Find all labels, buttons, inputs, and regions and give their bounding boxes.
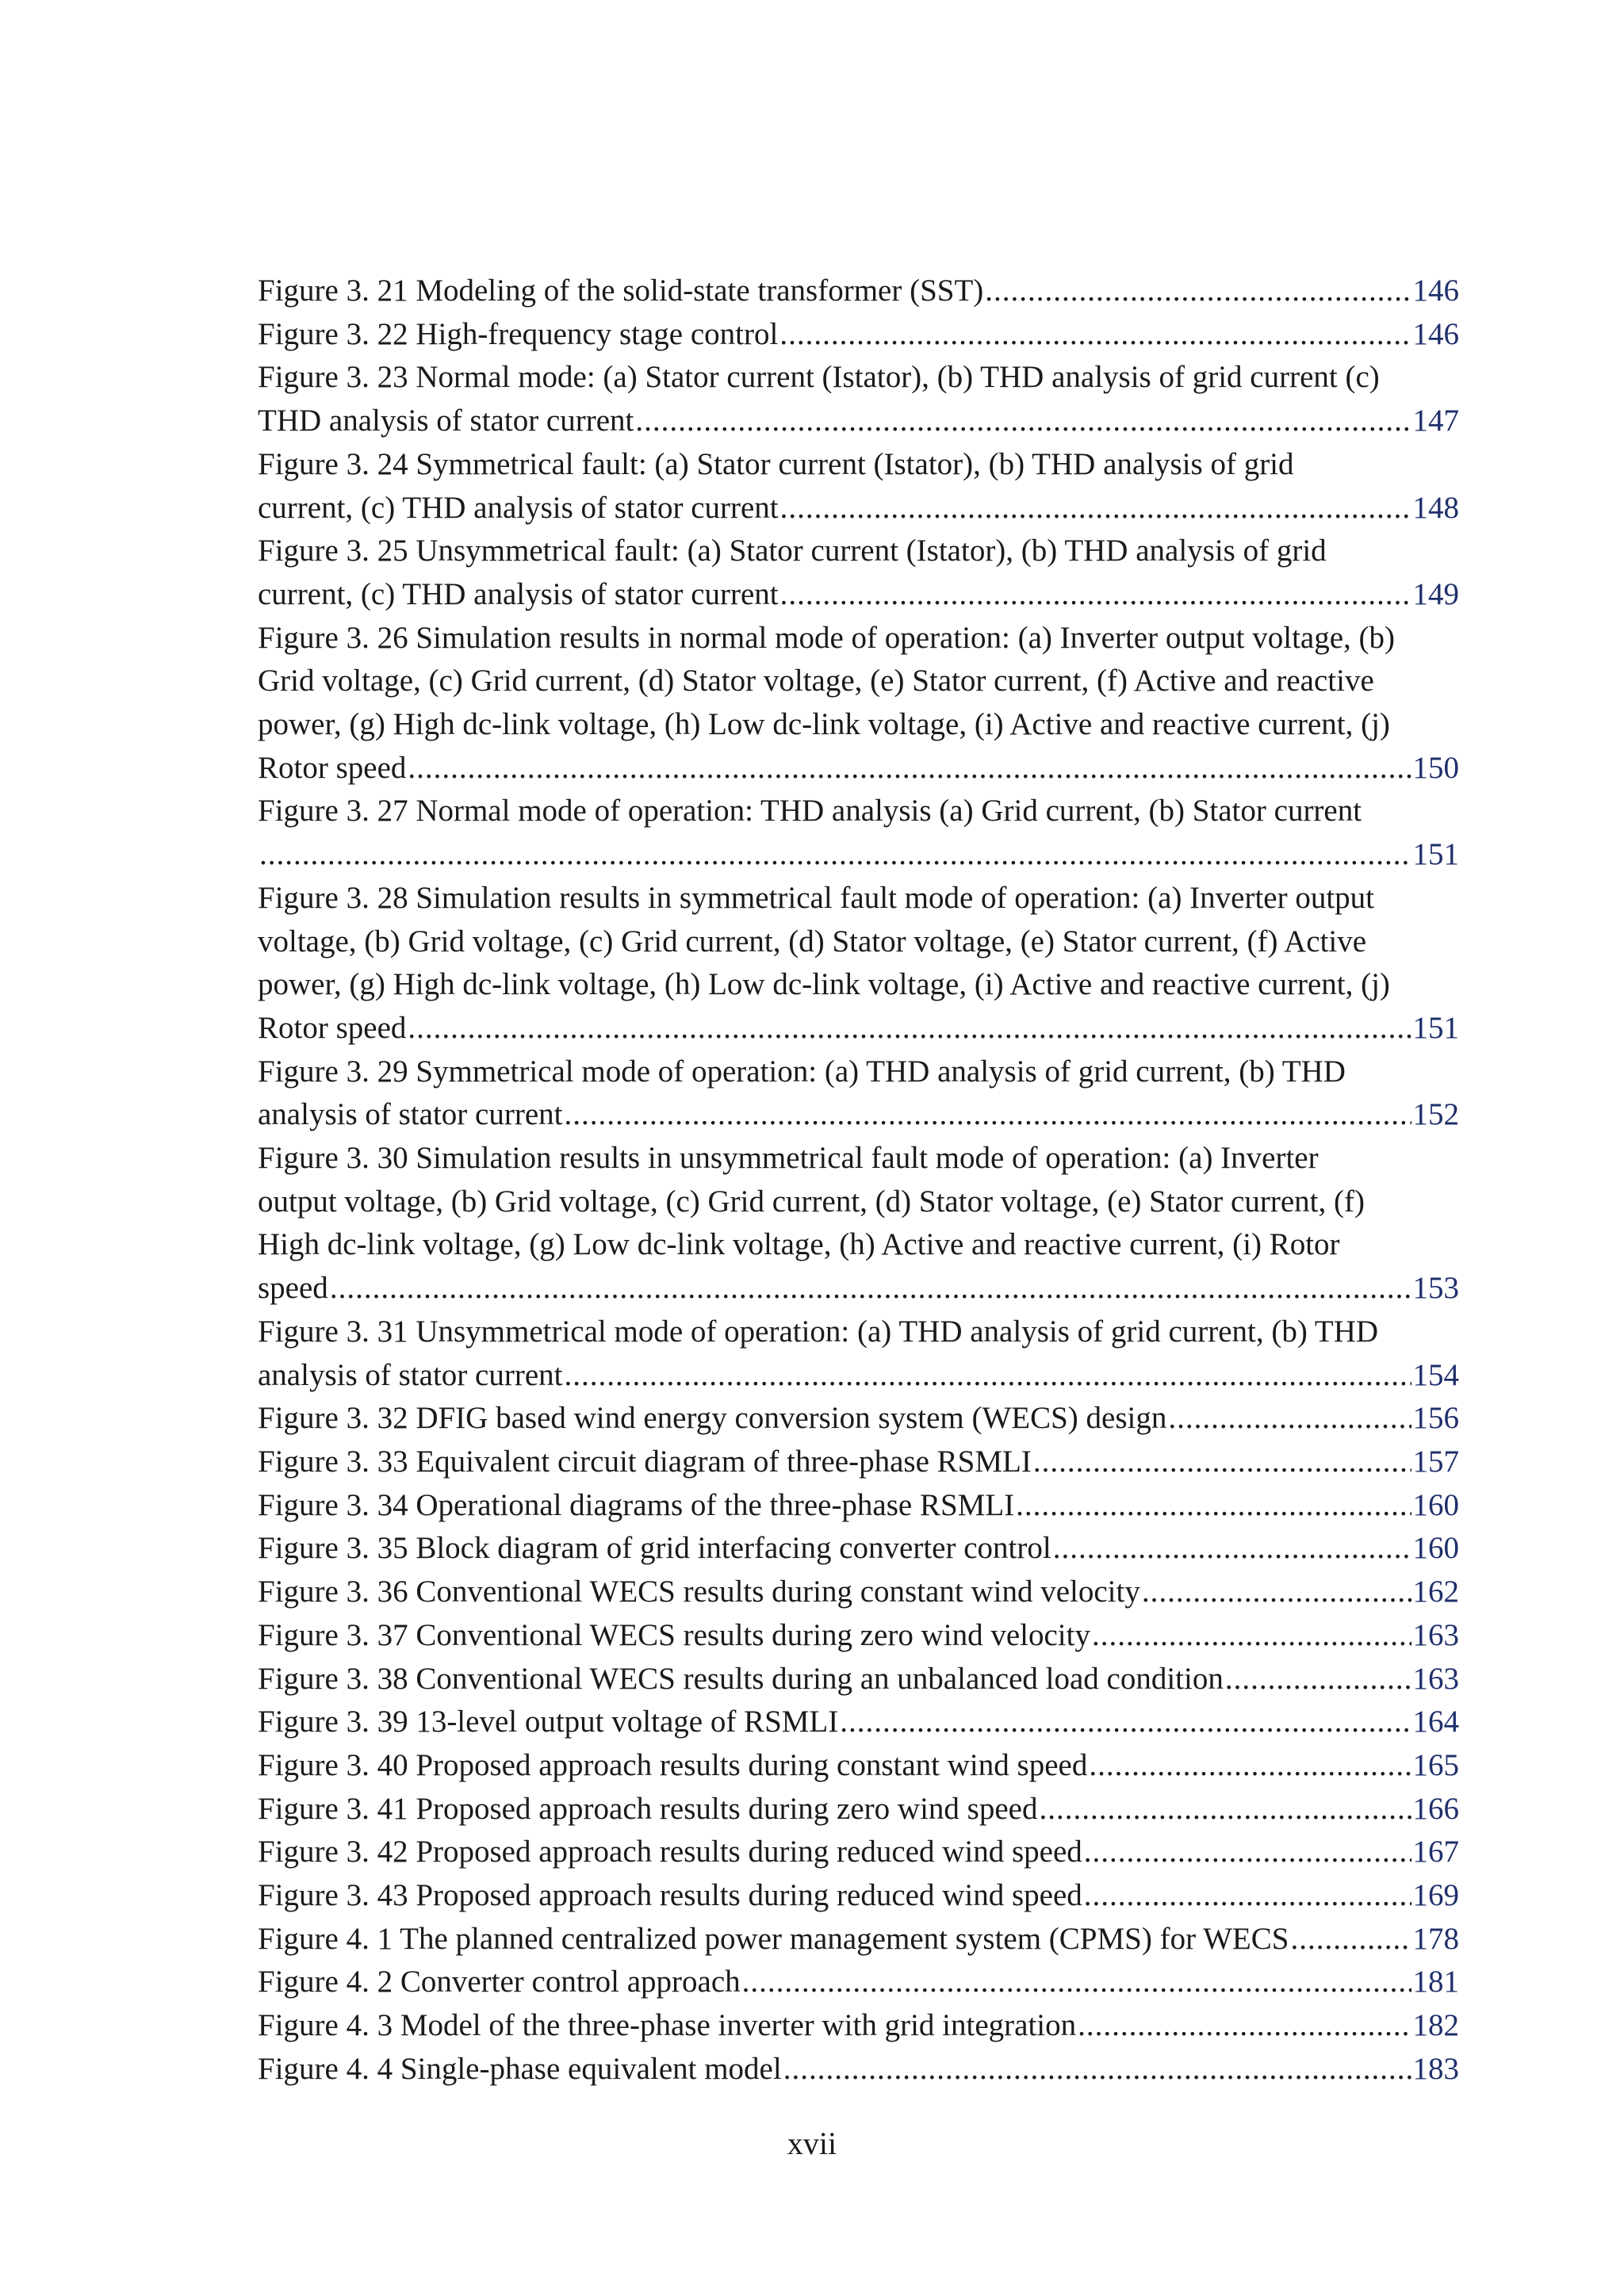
dot-leader (1092, 1614, 1411, 1658)
dot-leader (1089, 1744, 1411, 1788)
toc-entry-text: Figure 4. 3 Model of the three-phase inverter with grid integration (258, 2008, 1077, 2043)
toc-page-link[interactable]: 160 (1412, 1487, 1459, 1522)
dot-leader (780, 487, 1411, 530)
dot-leader (635, 400, 1411, 443)
toc-page-link[interactable]: 160 (1412, 1531, 1459, 1566)
toc-entry-text: Rotor speed (258, 750, 407, 785)
dot-leader (564, 1093, 1411, 1137)
toc-entry-text: Figure 4. 4 Single-phase equivalent model (258, 2051, 782, 2086)
toc-page-link[interactable]: 163 (1412, 1617, 1459, 1652)
dot-leader (1142, 1571, 1411, 1614)
toc-entry-text: current, (c) THD analysis of stator current (258, 576, 779, 611)
toc-page-link[interactable]: 178 (1412, 1921, 1459, 1956)
toc-entry[interactable] (258, 2004, 1459, 2048)
list-of-figures (258, 270, 1459, 2091)
toc-entry[interactable] (258, 1311, 1459, 1397)
dot-leader (779, 313, 1411, 357)
toc-entry-text: power, (g) High dc-link voltage, (h) Low dc-link voltage, (i) Active and reactive current, (j) (258, 967, 1390, 1002)
toc-entry[interactable] (258, 1614, 1459, 1658)
dot-leader (1033, 1441, 1411, 1484)
dot-leader (1016, 1484, 1411, 1528)
dot-leader (408, 1007, 1411, 1050)
page-number: xvii (787, 2126, 837, 2161)
dot-leader (1078, 2004, 1411, 2048)
toc-entry-text: Figure 3. 23 Normal mode: (a) Stator current (Istator), (b) THD analysis of grid current (c) (258, 360, 1380, 395)
toc-entry[interactable] (258, 270, 1459, 313)
dot-leader (1084, 1874, 1411, 1918)
dot-leader (259, 833, 1411, 877)
toc-page-link[interactable]: 147 (1412, 404, 1459, 438)
dot-leader (564, 1354, 1411, 1398)
toc-entry[interactable] (258, 443, 1459, 530)
toc-page-link[interactable]: 169 (1412, 1878, 1459, 1913)
toc-entry-text: Figure 3. 25 Unsymmetrical fault: (a) Stator current (Istator), (b) THD analysis of grid (258, 534, 1327, 568)
toc-entry-text: Figure 3. 34 Operational diagrams of the three-phase RSMLI (258, 1487, 1015, 1522)
toc-entry-text: Figure 3. 29 Symmetrical mode of operation: (a) THD analysis of grid current, (b) THD (258, 1054, 1346, 1089)
toc-entry-text: power, (g) High dc-link voltage, (h) Low dc-link voltage, (i) Active and reactive current, (j) (258, 707, 1390, 742)
toc-entry[interactable] (258, 2048, 1459, 2091)
toc-entry[interactable] (258, 1397, 1459, 1441)
toc-entry-text: High dc-link voltage, (g) Low dc-link voltage, (h) Active and reactive current, (i) Rotor (258, 1227, 1340, 1262)
toc-page-link[interactable]: 162 (1412, 1575, 1459, 1609)
toc-entry-text: Figure 3. 38 Conventional WECS results during an unbalanced load condition (258, 1661, 1224, 1696)
dot-leader (1168, 1397, 1411, 1441)
toc-entry[interactable] (258, 1441, 1459, 1484)
toc-entry[interactable] (258, 617, 1459, 790)
dot-leader (1225, 1658, 1411, 1701)
toc-page-link[interactable]: 148 (1412, 490, 1459, 525)
toc-entry-text: output voltage, (b) Grid voltage, (c) Grid current, (d) Stator voltage, (e) Stator current, (f) (258, 1184, 1365, 1219)
toc-page-link[interactable]: 183 (1412, 2051, 1459, 2086)
toc-entry[interactable] (258, 1137, 1459, 1311)
dot-leader (330, 1267, 1411, 1311)
toc-page-link[interactable]: 156 (1412, 1401, 1459, 1436)
toc-entry[interactable] (258, 1874, 1459, 1918)
toc-page-link[interactable]: 166 (1412, 1791, 1459, 1826)
toc-entry-text: Figure 3. 27 Normal mode of operation: THD analysis (a) Grid current, (b) Stator current (258, 794, 1362, 828)
toc-page-link[interactable]: 151 (1412, 1010, 1459, 1045)
toc-page-link[interactable]: 149 (1412, 576, 1459, 611)
toc-entry-text: analysis of stator current (258, 1097, 563, 1132)
toc-entry-text: Figure 3. 36 Conventional WECS results during constant wind velocity (258, 1575, 1140, 1609)
toc-page-link[interactable]: 181 (1412, 1965, 1459, 1999)
toc-entry-text: current, (c) THD analysis of stator current (258, 490, 779, 525)
toc-entry-text: Figure 3. 39 13-level output voltage of RSMLI (258, 1705, 839, 1739)
toc-page-link[interactable]: 165 (1412, 1747, 1459, 1782)
toc-entry-text: Figure 3. 24 Symmetrical fault: (a) Stator current (Istator), (b) THD analysis of grid (258, 446, 1294, 481)
dot-leader (840, 1701, 1411, 1744)
toc-entry-text: voltage, (b) Grid voltage, (c) Grid current, (d) Stator voltage, (e) Stator current, (f) Active (258, 924, 1367, 959)
toc-page-link[interactable]: 154 (1412, 1357, 1459, 1392)
toc-entry-text: Figure 3. 41 Proposed approach results during zero wind speed (258, 1791, 1038, 1826)
toc-entry[interactable] (258, 1484, 1459, 1528)
toc-entry[interactable] (258, 1701, 1459, 1744)
toc-page-link[interactable]: 151 (1412, 837, 1459, 872)
dot-leader (1290, 1918, 1411, 1961)
toc-page-link[interactable]: 153 (1412, 1271, 1459, 1306)
toc-entry-text: Figure 3. 42 Proposed approach results during reduced wind speed (258, 1835, 1082, 1869)
toc-entry-text: speed (258, 1271, 328, 1306)
toc-entry[interactable] (258, 313, 1459, 357)
toc-page-link[interactable]: 150 (1412, 750, 1459, 785)
toc-entry[interactable] (258, 1527, 1459, 1571)
toc-entry[interactable] (258, 1050, 1459, 1137)
toc-page-link[interactable]: 157 (1412, 1444, 1459, 1479)
toc-entry[interactable] (258, 1918, 1459, 1961)
dot-leader (1053, 1527, 1411, 1571)
dot-leader (742, 1961, 1411, 2004)
toc-entry-text: Figure 3. 28 Simulation results in symmetrical fault mode of operation: (a) Inverter output (258, 880, 1375, 915)
toc-entry-text: Figure 4. 2 Converter control approach (258, 1965, 741, 1999)
toc-entry-text: Figure 3. 32 DFIG based wind energy conversion system (WECS) design (258, 1401, 1167, 1436)
dot-leader (985, 270, 1411, 313)
toc-page-link[interactable]: 167 (1412, 1835, 1459, 1869)
toc-entry[interactable] (258, 356, 1459, 442)
toc-entry-text: Figure 3. 21 Modeling of the solid-state transformer (SST) (258, 274, 984, 308)
toc-entry[interactable] (258, 530, 1459, 616)
toc-entry-text: Figure 3. 33 Equivalent circuit diagram of three-phase RSMLI (258, 1444, 1032, 1479)
toc-entry-text: Figure 3. 22 High-frequency stage control (258, 316, 779, 351)
toc-page-link[interactable]: 146 (1412, 316, 1459, 351)
toc-entry-text: THD analysis of stator current (258, 404, 634, 438)
toc-entry-text: Figure 3. 26 Simulation results in normal mode of operation: (a) Inverter output voltage, (b) (258, 620, 1396, 655)
dot-leader (783, 2048, 1411, 2091)
toc-entry[interactable] (258, 1961, 1459, 2004)
toc-entry-text: Figure 3. 31 Unsymmetrical mode of operation: (a) THD analysis of grid current, (b) THD (258, 1314, 1379, 1349)
toc-entry-text: analysis of stator current (258, 1357, 563, 1392)
toc-entry[interactable] (258, 877, 1459, 1050)
toc-entry-text: Figure 3. 30 Simulation results in unsymmetrical fault mode of operation: (a) Inverter (258, 1141, 1319, 1176)
toc-entry-text: Figure 3. 35 Block diagram of grid interfacing converter control (258, 1531, 1051, 1566)
toc-page-link[interactable]: 182 (1412, 2008, 1459, 2043)
toc-entry[interactable] (258, 1744, 1459, 1788)
dot-leader (1084, 1831, 1411, 1874)
toc-entry-text: Rotor speed (258, 1010, 407, 1045)
toc-entry-text: Figure 3. 37 Conventional WECS results during zero wind velocity (258, 1617, 1090, 1652)
toc-entry[interactable] (258, 1788, 1459, 1831)
toc-entry-text: Figure 3. 43 Proposed approach results during reduced wind speed (258, 1878, 1082, 1913)
toc-entry[interactable] (258, 1571, 1459, 1614)
toc-entry-text: Grid voltage, (c) Grid current, (d) Stator voltage, (e) Stator current, (f) Active and reactive (258, 664, 1374, 698)
toc-entry[interactable] (258, 1831, 1459, 1874)
toc-page-link[interactable]: 146 (1412, 274, 1459, 308)
dot-leader (780, 573, 1411, 617)
toc-entry[interactable] (258, 1658, 1459, 1701)
toc-page-link[interactable]: 152 (1412, 1097, 1459, 1132)
toc-page-link[interactable]: 163 (1412, 1661, 1459, 1696)
toc-entry-text: Figure 4. 1 The planned centralized power management system (CPMS) for WECS (258, 1921, 1289, 1956)
dot-leader (1039, 1788, 1411, 1831)
dot-leader (408, 747, 1411, 790)
toc-page-link[interactable]: 164 (1412, 1705, 1459, 1739)
toc-entry-text: Figure 3. 40 Proposed approach results during constant wind speed (258, 1747, 1088, 1782)
toc-entry[interactable] (258, 790, 1459, 876)
